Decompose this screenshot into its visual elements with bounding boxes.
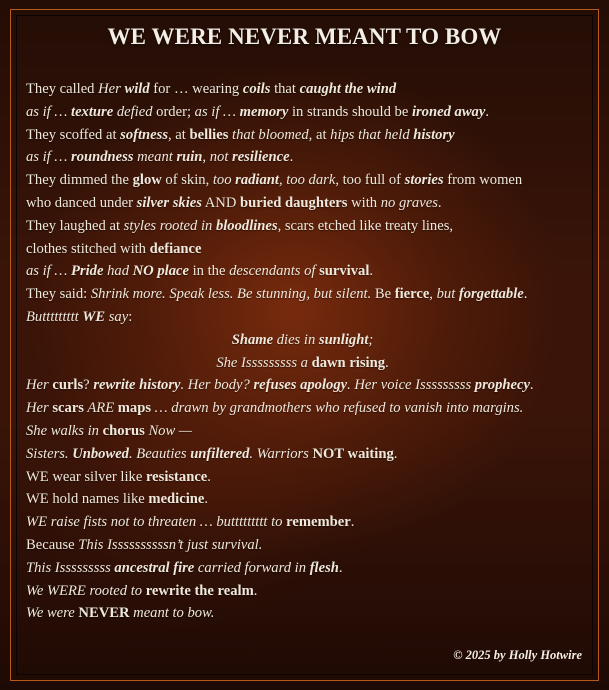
poem-segment: in strands should be xyxy=(288,103,412,120)
poem-segment: defiance xyxy=(149,240,202,257)
poem-segment: . xyxy=(253,582,258,599)
poem-segment: resistance xyxy=(145,468,208,485)
poem-line xyxy=(26,580,579,603)
poem-segment: bellies xyxy=(189,126,229,143)
poem-line xyxy=(26,534,579,557)
poem-segment: as if … xyxy=(26,103,72,120)
poem-line xyxy=(26,124,579,147)
poem-segment: texture xyxy=(71,103,114,120)
poem-segment: We WERE rooted to xyxy=(26,582,146,599)
poem-segment: NEVER xyxy=(78,605,130,622)
poem-line xyxy=(26,466,579,489)
poem-segment: unfiltered xyxy=(190,445,250,462)
poem-segment: , but xyxy=(429,286,459,303)
poem-segment: sunlight xyxy=(318,331,369,348)
poem-line xyxy=(26,215,579,238)
poem-segment: , too dark xyxy=(278,172,336,189)
poem-segment: ARE xyxy=(83,400,118,417)
poem-segment: , at xyxy=(308,126,331,143)
poem-segment: memory xyxy=(239,103,289,120)
poem-segment: say xyxy=(105,308,129,325)
poem-segment: clothes stitched with xyxy=(26,240,150,257)
poem-segment: . Warriors xyxy=(249,445,313,462)
poem-segment: ironed away xyxy=(411,103,486,120)
poem-segment: too xyxy=(212,172,236,189)
poem-line xyxy=(26,169,579,192)
poem-line xyxy=(26,260,579,283)
poem-segment: Her xyxy=(98,81,125,97)
poem-segment: dies in xyxy=(273,331,319,348)
poem-segment: as if … xyxy=(194,103,240,120)
poem-segment: They laughed at xyxy=(26,217,124,234)
poem-segment: . xyxy=(437,194,442,211)
poem-segment: ruin xyxy=(176,149,203,166)
poem-segment: They said: xyxy=(26,286,91,303)
poem-segment: . Beauties xyxy=(128,445,191,462)
poem-segment: refuses apology xyxy=(253,377,348,394)
poem-segment: . xyxy=(289,149,294,166)
poem-line xyxy=(26,397,579,420)
poem-segment: They called xyxy=(26,81,99,97)
poem-segment: caught the wind xyxy=(299,81,397,97)
poem-segment: . xyxy=(369,263,374,280)
poem-segment: They dimmed the xyxy=(26,172,133,189)
poem-segment: medicine xyxy=(148,491,205,508)
poem-segment: Sisters. xyxy=(26,445,73,462)
poem-segment: NOT waiting xyxy=(312,445,394,462)
poem-segment: as if … xyxy=(26,149,72,166)
poem-segment: forgettable xyxy=(458,286,524,303)
poem-segment: had xyxy=(103,263,133,280)
poem-segment: silver skies xyxy=(136,194,202,211)
poem-segment: ? xyxy=(83,377,94,394)
poem-segment: chorus xyxy=(102,422,145,439)
poem-line xyxy=(26,192,579,215)
poem-segment: . xyxy=(350,514,355,531)
poem-segment: NO place xyxy=(132,263,189,280)
poem-segment: Now — xyxy=(144,422,192,439)
poem-line xyxy=(26,283,579,306)
poem-line xyxy=(26,238,579,261)
poem-segment: Be xyxy=(371,286,395,303)
poem-line xyxy=(26,443,579,466)
poem-line xyxy=(26,374,579,397)
poem-line xyxy=(26,101,579,124)
poem-segment: coils xyxy=(242,81,271,97)
poem-segment: order; xyxy=(152,103,195,120)
poem-segment: from women xyxy=(443,172,523,189)
poem-segment: Unbowed xyxy=(72,445,129,462)
poem-segment: . xyxy=(207,468,211,485)
poem-segment: ancestral fire xyxy=(114,559,195,576)
poem-segment: meant xyxy=(133,149,177,166)
poem-segment: resilience xyxy=(232,149,290,166)
poem-line xyxy=(26,306,579,329)
poem-line xyxy=(26,329,579,352)
poem-segment: descendants of xyxy=(229,263,320,280)
poem-segment: . Her body? xyxy=(180,377,254,394)
poem-segment: Pride xyxy=(71,263,104,280)
poem-segment: WE raise fists not to threaten … buttttttttt to xyxy=(26,514,287,531)
poem-segment: scars xyxy=(52,400,84,417)
poem-segment: buried daughters xyxy=(240,194,348,211)
poem-segment: AND xyxy=(201,194,241,211)
poem-segment: dawn rising xyxy=(311,354,386,371)
poem-segment: history xyxy=(413,126,455,143)
poem-segment: carried forward in xyxy=(194,559,310,576)
poem-line xyxy=(26,602,579,625)
poem-segment: meant to bow. xyxy=(129,605,215,622)
poem-segment: This Isssssssss xyxy=(26,559,115,576)
poem-segment: . xyxy=(338,559,343,576)
poem-segment: that bloomed xyxy=(228,126,309,143)
poem-segment: as if … xyxy=(26,263,72,280)
poem-segment: They scoffed at xyxy=(26,126,121,143)
poem-segment: radiant xyxy=(235,172,279,189)
poem-segment: styles rooted in xyxy=(123,217,216,234)
poem-segment: , too full of xyxy=(335,172,405,189)
poem-segment: no graves xyxy=(380,194,438,211)
poem-segment: rewrite history xyxy=(93,377,181,394)
poem-segment: . xyxy=(523,286,528,303)
poem-line xyxy=(26,488,579,511)
poem-segment: . xyxy=(529,377,534,394)
poem-segment: She Isssssssss a xyxy=(216,354,312,371)
poem-segment: Buttttttttt xyxy=(26,308,83,325)
poem-line xyxy=(26,557,579,580)
poem-segment: ; xyxy=(368,331,374,348)
poem-segment: remember xyxy=(286,514,351,531)
poem-segment: defied xyxy=(113,103,153,120)
poem-segment: flesh xyxy=(309,559,339,576)
poem-segment: WE wear silver like xyxy=(26,468,146,485)
poem-segment: hips that held xyxy=(330,126,414,143)
copyright-credit: © 2025 by Holly Hotwire xyxy=(453,648,582,662)
poem-segment: . xyxy=(485,103,489,120)
poem-segment: WE hold names like xyxy=(26,491,149,508)
poem-segment: of skin, xyxy=(161,172,213,189)
poem-segment: : xyxy=(128,308,133,325)
poem-segment: . Her voice Isssssssss xyxy=(347,377,475,394)
poem-segment: survival xyxy=(319,263,370,280)
poem-segment: . xyxy=(385,354,389,371)
poem-line xyxy=(26,352,579,375)
poem-segment: fierce xyxy=(394,286,430,303)
poem-segment: softness xyxy=(120,126,168,143)
poem-segment: for … wearing xyxy=(149,81,243,97)
poem-segment: , scars etched like treaty lines, xyxy=(277,217,454,234)
poem-line xyxy=(26,511,579,534)
poem-segment: . xyxy=(204,491,208,508)
poem-line xyxy=(26,420,579,443)
poem-segment: that xyxy=(270,81,300,97)
poem-segment: glow xyxy=(132,172,162,189)
poem-segment: , not xyxy=(202,149,233,166)
poem-line xyxy=(26,78,579,101)
poem-body xyxy=(26,78,579,625)
poem-segment: Because xyxy=(26,536,79,553)
poem-segment: stories xyxy=(404,172,444,189)
poem-segment: curls xyxy=(52,377,84,394)
poem-segment: , at xyxy=(168,126,190,143)
poem-segment: with xyxy=(347,194,381,211)
poem-line xyxy=(26,146,579,169)
poem-segment: maps xyxy=(117,400,152,417)
poem-segment: WE xyxy=(82,308,106,325)
poem-segment: Her xyxy=(26,377,53,394)
poem-segment: rewrite the realm xyxy=(145,582,254,599)
poem-segment: . xyxy=(393,445,398,462)
poem-segment: bloodlines xyxy=(215,217,278,234)
poem-segment: We were xyxy=(26,605,79,622)
poem-segment: Her xyxy=(26,400,53,417)
poem-segment: prophecy xyxy=(474,377,530,394)
poem-segment: She walks in xyxy=(26,422,103,439)
poem-segment: Shame xyxy=(231,331,274,348)
poem-segment: roundness xyxy=(71,149,134,166)
poem-title: WE WERE NEVER MEANT TO BOW xyxy=(107,24,502,49)
poem-segment: wild xyxy=(124,81,150,97)
poem-segment: in the xyxy=(188,263,230,280)
poem-segment: Shrink more. Speak less. Be stunning, but silent. xyxy=(90,286,372,303)
poem-segment: who danced under xyxy=(26,194,137,211)
poem-segment: This Issssssssssn’t just survival. xyxy=(78,536,263,553)
poem-segment: … drawn by grandmothers who refused to vanish into margins. xyxy=(151,400,524,417)
